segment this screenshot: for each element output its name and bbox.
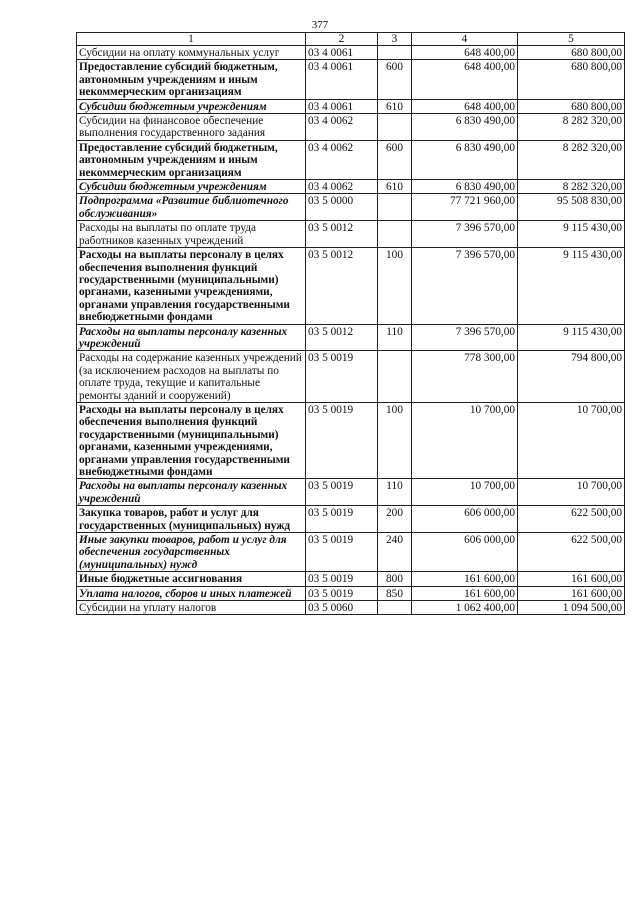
expense-type: 100 [378, 402, 412, 478]
amount-year2: 1 094 500,00 [518, 601, 625, 615]
target-code: 03 5 0000 [306, 194, 378, 221]
table-row [77, 479, 625, 506]
amount-year1: 778 300,00 [412, 351, 518, 403]
amount-year2: 680 800,00 [518, 99, 625, 113]
column-header-name: 1 [77, 33, 306, 46]
page-number: 377 [311, 19, 329, 31]
target-code: 03 5 0012 [306, 248, 378, 324]
item-name: Расходы на выплаты персоналу казенных учреждений [77, 324, 306, 351]
amount-year1: 7 396 570,00 [412, 221, 518, 248]
column-header-code: 2 [306, 33, 378, 46]
target-code: 03 4 0062 [306, 114, 378, 141]
table-row [77, 351, 625, 403]
expense-type [378, 114, 412, 141]
expense-type [378, 221, 412, 248]
column-header-year1: 4 [412, 33, 518, 46]
item-name: Субсидии на уплату налогов [77, 601, 306, 615]
amount-year2: 161 600,00 [518, 586, 625, 600]
item-name: Субсидии бюджетным учреждениям [77, 99, 306, 113]
amount-year2: 622 500,00 [518, 506, 625, 533]
expense-type [378, 194, 412, 221]
table-row [77, 221, 625, 248]
expense-type: 110 [378, 479, 412, 506]
target-code: 03 4 0061 [306, 46, 378, 60]
target-code: 03 5 0012 [306, 221, 378, 248]
target-code: 03 5 0019 [306, 533, 378, 572]
expense-type [378, 46, 412, 60]
expense-type: 600 [378, 60, 412, 99]
amount-year2: 95 508 830,00 [518, 194, 625, 221]
target-code: 03 5 0019 [306, 402, 378, 478]
expense-type: 110 [378, 324, 412, 351]
amount-year2: 680 800,00 [518, 60, 625, 99]
amount-year1: 648 400,00 [412, 60, 518, 99]
item-name: Расходы на содержание казенных учреждений (за исключением расходов на выплаты по оплате труда, текущие и капитальные ремонты зданий и сооружений) [77, 351, 306, 403]
amount-year1: 648 400,00 [412, 46, 518, 60]
amount-year2: 794 800,00 [518, 351, 625, 403]
target-code: 03 5 0019 [306, 572, 378, 586]
item-name: Субсидии на финансовое обеспечение выполнения государственного задания [77, 114, 306, 141]
amount-year1: 77 721 960,00 [412, 194, 518, 221]
expense-type: 100 [378, 248, 412, 324]
table-header-row [77, 33, 625, 46]
target-code: 03 5 0019 [306, 351, 378, 403]
amount-year2: 8 282 320,00 [518, 180, 625, 194]
expense-type: 600 [378, 140, 412, 179]
target-code: 03 4 0062 [306, 140, 378, 179]
item-name: Иные закупки товаров, работ и услуг для обеспечения государственных (муниципальных) нужд [77, 533, 306, 572]
table-row [77, 506, 625, 533]
item-name: Расходы на выплаты персоналу казенных учреждений [77, 479, 306, 506]
amount-year2: 10 700,00 [518, 402, 625, 478]
amount-year1: 10 700,00 [412, 479, 518, 506]
target-code: 03 5 0019 [306, 506, 378, 533]
item-name: Подпрограмма «Развитие библиотечного обслуживания» [77, 194, 306, 221]
table-row [77, 601, 625, 615]
table-row [77, 586, 625, 600]
amount-year2: 8 282 320,00 [518, 114, 625, 141]
table-row [77, 194, 625, 221]
amount-year1: 161 600,00 [412, 572, 518, 586]
column-header-type: 3 [378, 33, 412, 46]
target-code: 03 5 0012 [306, 324, 378, 351]
amount-year2: 680 800,00 [518, 46, 625, 60]
amount-year1: 606 000,00 [412, 506, 518, 533]
expense-type: 610 [378, 180, 412, 194]
table-body [77, 46, 625, 615]
amount-year1: 6 830 490,00 [412, 180, 518, 194]
table-row [77, 46, 625, 60]
budget-table [76, 32, 625, 615]
expense-type [378, 351, 412, 403]
amount-year1: 7 396 570,00 [412, 248, 518, 324]
target-code: 03 5 0060 [306, 601, 378, 615]
amount-year1: 1 062 400,00 [412, 601, 518, 615]
amount-year2: 622 500,00 [518, 533, 625, 572]
item-name: Субсидии бюджетным учреждениям [77, 180, 306, 194]
target-code: 03 4 0062 [306, 180, 378, 194]
expense-type [378, 601, 412, 615]
table-row [77, 248, 625, 324]
amount-year2: 9 115 430,00 [518, 324, 625, 351]
target-code: 03 5 0019 [306, 586, 378, 600]
item-name: Расходы на выплаты персоналу в целях обеспечения выполнения функций государственными (муниципальными) органами, казенными учреждениями, органами управления государственными внебюджетными фондами [77, 402, 306, 478]
amount-year2: 9 115 430,00 [518, 248, 625, 324]
table-row [77, 324, 625, 351]
table-row [77, 533, 625, 572]
item-name: Расходы на выплаты по оплате труда работников казенных учреждений [77, 221, 306, 248]
table-row [77, 60, 625, 99]
amount-year2: 8 282 320,00 [518, 140, 625, 179]
item-name: Субсидии на оплату коммунальных услуг [77, 46, 306, 60]
expense-type: 800 [378, 572, 412, 586]
expense-type: 610 [378, 99, 412, 113]
amount-year2: 10 700,00 [518, 479, 625, 506]
item-name: Расходы на выплаты персоналу в целях обеспечения выполнения функций государственными (муниципальными) органами, казенными учреждениями, органами управления государственными внебюджетными фондами [77, 248, 306, 324]
table-row [77, 99, 625, 113]
target-code: 03 5 0019 [306, 479, 378, 506]
amount-year1: 161 600,00 [412, 586, 518, 600]
target-code: 03 4 0061 [306, 99, 378, 113]
expense-type: 200 [378, 506, 412, 533]
amount-year1: 7 396 570,00 [412, 324, 518, 351]
table-row [77, 180, 625, 194]
table-row [77, 140, 625, 179]
expense-type: 850 [378, 586, 412, 600]
amount-year1: 10 700,00 [412, 402, 518, 478]
item-name: Предоставление субсидий бюджетным, автономным учреждениям и иным некоммерческим организациям [77, 60, 306, 99]
amount-year1: 6 830 490,00 [412, 140, 518, 179]
table-row [77, 402, 625, 478]
item-name: Предоставление субсидий бюджетным, автономным учреждениям и иным некоммерческим организациям [77, 140, 306, 179]
item-name: Закупка товаров, работ и услуг для государственных (муниципальных) нужд [77, 506, 306, 533]
column-header-year2: 5 [518, 33, 625, 46]
expense-type: 240 [378, 533, 412, 572]
item-name: Уплата налогов, сборов и иных платежей [77, 586, 306, 600]
item-name: Иные бюджетные ассигнования [77, 572, 306, 586]
amount-year1: 648 400,00 [412, 99, 518, 113]
table-row [77, 114, 625, 141]
target-code: 03 4 0061 [306, 60, 378, 99]
table-row [77, 572, 625, 586]
amount-year1: 606 000,00 [412, 533, 518, 572]
amount-year2: 161 600,00 [518, 572, 625, 586]
amount-year1: 6 830 490,00 [412, 114, 518, 141]
amount-year2: 9 115 430,00 [518, 221, 625, 248]
